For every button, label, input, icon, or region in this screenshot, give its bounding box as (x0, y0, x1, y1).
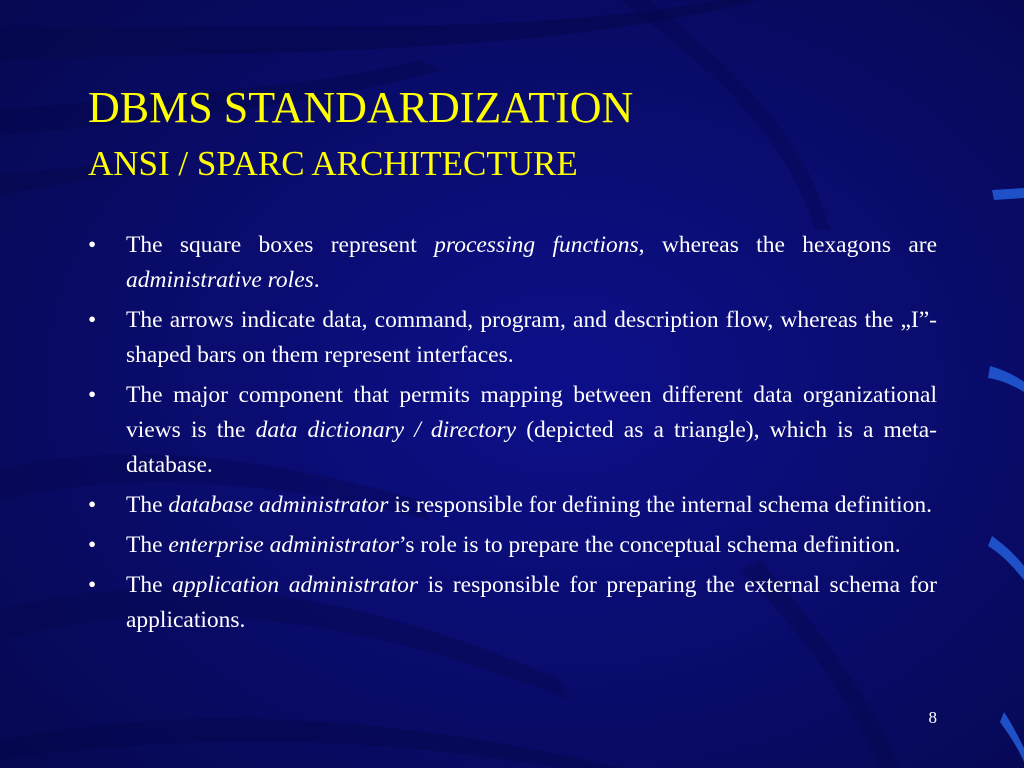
slide-title: DBMS STANDARDIZATION (88, 83, 634, 132)
bullet-text: is responsible for preparing the external schema for applications. (126, 572, 937, 633)
bullet-item (88, 488, 937, 523)
bullet-text: The arrows indicate data, command, program, and description flow, whereas the „I”-shaped bars on them represent interfaces. (126, 307, 937, 368)
bullet-icon: • (88, 492, 97, 518)
bullet-icon: • (88, 382, 97, 408)
bullet-text: The (126, 572, 173, 598)
bullet-text: The (126, 492, 169, 518)
bullet-emphasis: processing functions (434, 232, 639, 258)
bullet-text: ’s role is to prepare the conceptual schema definition. (398, 532, 901, 558)
bullet-icon: • (88, 572, 97, 598)
bullet-item (88, 378, 937, 483)
bullet-text: (depicted as a triangle), which is a meta-database. (126, 417, 938, 478)
slide-subtitle: ANSI / SPARC ARCHITECTURE (88, 144, 578, 183)
bullet-item (88, 528, 937, 563)
page-number: 8 (928, 708, 937, 727)
bullet-icon: • (88, 532, 97, 558)
bullet-list (88, 228, 937, 643)
bullet-icon: • (88, 307, 97, 333)
bullet-item (88, 568, 937, 638)
bullet-text: The (126, 532, 169, 558)
bullet-icon: • (88, 232, 97, 258)
bullet-text: . (313, 267, 320, 293)
bullet-emphasis: data dictionary / directory (255, 417, 517, 443)
bullet-item (88, 303, 937, 373)
bullet-emphasis: application administrator (172, 572, 419, 598)
bullet-text: The square boxes represent (126, 232, 435, 258)
bullet-emphasis: administrative roles (126, 267, 314, 293)
bullet-text: , whereas the hexagons are (638, 232, 938, 258)
bullet-emphasis: enterprise administrator (168, 532, 399, 558)
bullet-emphasis: database administrator (168, 492, 389, 518)
bullet-item (88, 228, 937, 298)
bullet-text: is responsible for defining the internal schema definition. (388, 492, 933, 518)
bullet-text: The major component that permits mapping between different data organizational views is the (126, 382, 937, 443)
